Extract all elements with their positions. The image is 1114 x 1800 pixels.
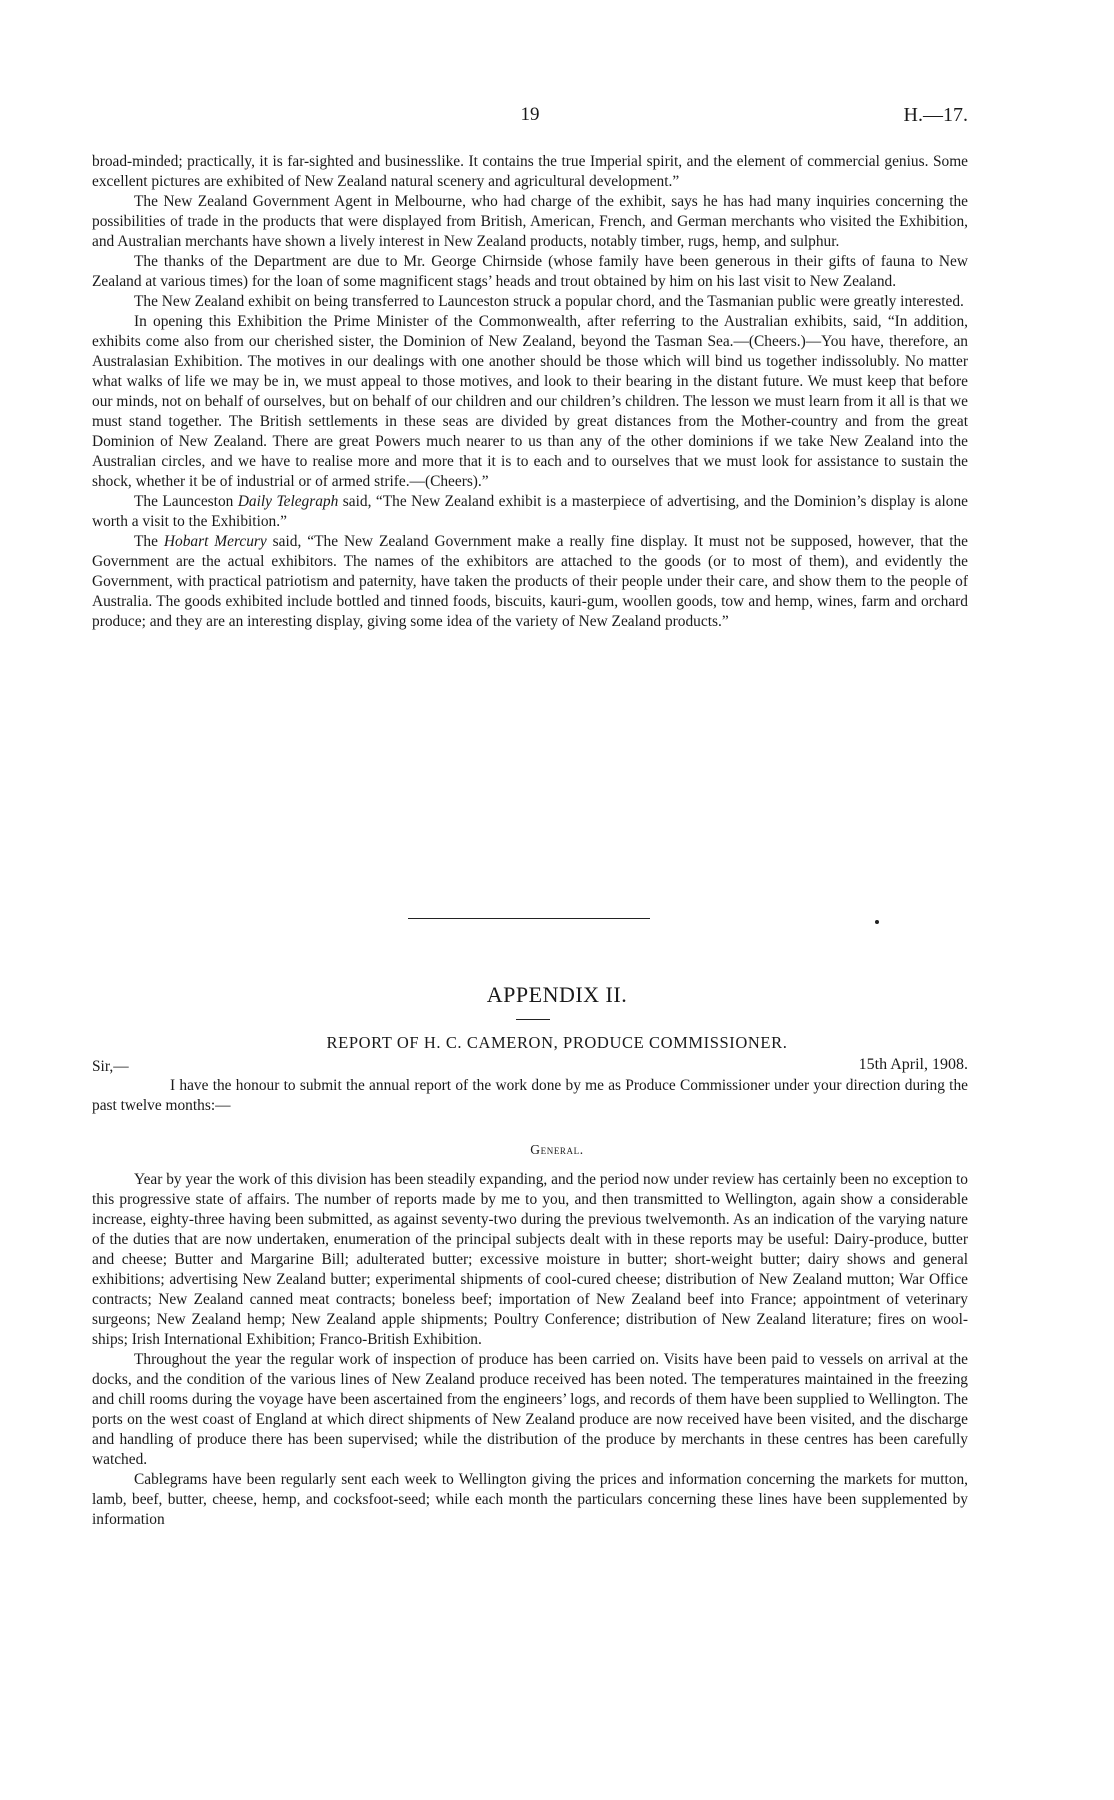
paragraph: The New Zealand Government Agent in Melbourne, who had charge of the exhibit, says he has had many inquiries concerning the possibilities of trade in the products that were displayed from British, American, French, and German merchants who visited the Exhibition, and Australian merchants have shown a lively interest in New Zealand products, notably timber, rugs, hemp, and sulphur. [92, 193, 968, 250]
report-body [92, 1170, 968, 1530]
paragraph-text: The Launceston [134, 493, 238, 510]
title-rule [516, 1019, 550, 1020]
appendix-title: APPENDIX II. [486, 982, 628, 1007]
report-date: 15th April, 1908. [858, 1056, 968, 1073]
paragraph-text: The [134, 533, 164, 550]
publication-title: Daily Telegraph [237, 493, 339, 510]
paragraph: The thanks of the Department are due to Mr. George Chirnside (whose family have been generous in their gifts of fauna to New Zealand at various times) for the loan of some magnificent stags’ heads and trout obtained by him on his last visit to New Zealand. [92, 253, 968, 290]
report-title: REPORT OF H. C. CAMERON, PRODUCE COMMISSIONER. [326, 1033, 788, 1052]
paragraph: Throughout the year the regular work of inspection of produce has been carried on. Visits have been paid to vessels on arrival at the docks, and the condition of the various lines of New Zealand produce received has been noted. The temperatures maintained in the freezing and chill rooms during the voyage have been ascertained from the engineers’ logs, and records of them have been supplied to Wellington. The ports on the west coast of England at which direct shipments of New Zealand produce are now received have been visited, and the discharge and handling of produce there has been supervised; while the distribution of the produce by merchants in these centres has been carefully watched. [92, 1351, 968, 1468]
print-mark [875, 920, 879, 924]
paragraph: broad-minded; practically, it is far-sighted and businesslike. It contains the true Imperial spirit, and the element of commercial genius. Some excellent pictures are exhibited of New Zealand natural scenery and agricultural development.” [92, 153, 968, 190]
section-heading: General. [530, 1142, 584, 1157]
page-number: 19 [520, 104, 540, 125]
paragraph [92, 492, 968, 532]
document-reference: H.—17. [903, 104, 968, 126]
publication-title: Hobart Mercury [163, 533, 267, 550]
page-header [92, 104, 968, 134]
section-divider [408, 918, 650, 919]
paragraph: The New Zealand exhibit on being transferred to Launceston struck a popular chord, and the Tasmanian public were greatly interested. [134, 293, 964, 310]
paragraph: I have the honour to submit the annual report of the work done by me as Produce Commissioner under your direction during the past twelve months:— [92, 1077, 968, 1114]
paragraph: Year by year the work of this division has been steadily expanding, and the period now under review has certainly been no exception to this progressive state of affairs. The number of reports made by me to you, and then transmitted to Wellington, again show a considerable increase, eighty-three having been submitted, as against seventy-two during the previous twelvemonth. As an indication of the varying nature of the duties that are now undertaken, enumeration of the principal subjects dealt with in these reports may be useful: Dairy-produce, butter and cheese; Butter and Margarine Bill; adulterated butter; excessive moisture in butter; short-weight butter; dairy shows and general exhibitions; advertising New Zealand butter; experimental shipments of cool-cured cheese; distribution of New Zealand mutton; War Office contracts; New Zealand canned meat contracts; boneless beef; importation of New Zealand beef into France; appointment of veterinary surgeons; New Zealand hemp; New Zealand apple shipments; Poultry Conference; distribution of New Zealand literature; fires on wool-ships; Irish International Exhibition; Franco-British Exhibition. [92, 1171, 968, 1348]
paragraph [92, 532, 968, 632]
paragraph-text: said, “The New Zealand exhibit is a masterpiece of advertising, and the Dominion’s display is alone worth a visit to the Exhibition.” [92, 493, 968, 530]
salutation: Sir,— [92, 1058, 129, 1075]
paragraph-text: said, “The New Zealand Government make a really fine display. It must not be supposed, however, that the Government are the actual exhibitors. The names of the exhibitors are attached to the goods (or to most of them), and evidently the Government, with practical patriotism and paternity, have taken the products of their people under their care, and show them to the people of Australia. The goods exhibited include bottled and tinned foods, biscuits, kauri-gum, woollen goods, tow and hemp, wines, farm and orchard produce; and they are an interesting display, giving some idea of the variety of New Zealand products.” [92, 533, 969, 630]
continuation-text [92, 152, 968, 632]
paragraph: Cablegrams have been regularly sent each week to Wellington giving the prices and information concerning the markets for mutton, lamb, beef, butter, cheese, hemp, and cocksfoot-seed; while each month the particulars concerning these lines have been supplemented by information [92, 1471, 968, 1528]
paragraph: In opening this Exhibition the Prime Minister of the Commonwealth, after referring to the Australian exhibits, said, “In addition, exhibits come also from our cherished sister, the Dominion of New Zealand, beyond the Tasman Sea.—(Cheers.)—You have, therefore, an Australasian Exhibition. The motives in our dealings with one another should be those which will bind us together indissolubly. No matter what walks of life we may be in, we must appeal to those motives, and look to their bearing in the distant future. We must keep that before our minds, not on behalf of ourselves, but on behalf of our children and our children’s children. The lesson we must learn from it all is that we must stand together. The British settlements in these seas are divided by great distances from the Mother-country and from the great Dominion of New Zealand. There are great Powers much nearer to us than any of the other dominions if we take New Zealand into the Australian circles, and we have to realise more and more that it is to each and to ourselves that we must look for assistance to sustain the shock, whether it be of industrial or of armed strife.—(Cheers).” [92, 313, 968, 490]
intro-text [92, 1076, 968, 1116]
